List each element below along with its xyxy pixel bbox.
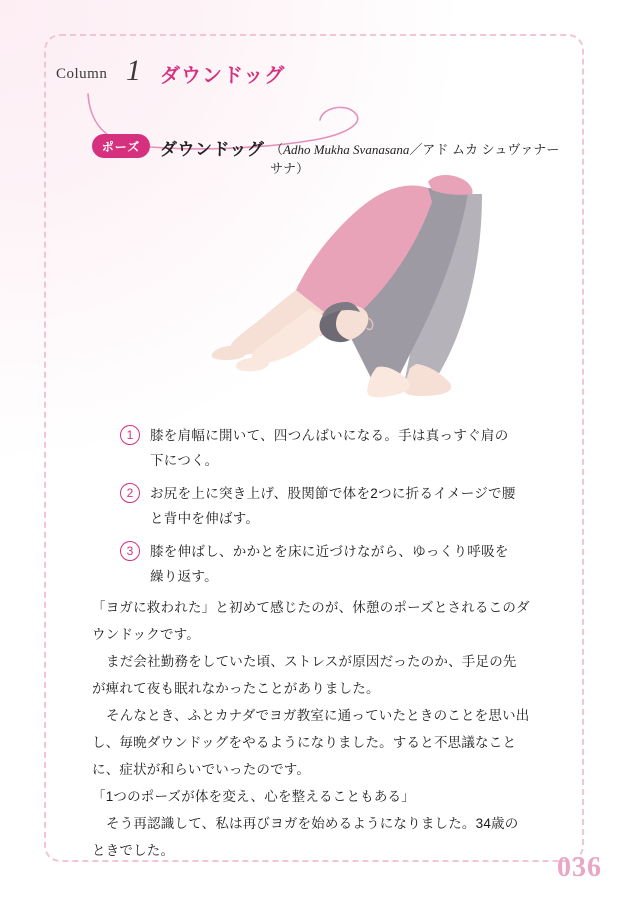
column-number: 1 bbox=[126, 54, 141, 87]
pose-badge: ポーズ bbox=[92, 134, 150, 158]
body-copy bbox=[92, 594, 530, 864]
downward-dog-illustration bbox=[110, 168, 520, 410]
pose-alt-separator: ／ bbox=[409, 142, 423, 157]
list-item bbox=[120, 540, 520, 590]
paragraph: そう再認識して、私は再びヨガを始めるようになりました。34歳のときでした。 bbox=[92, 816, 519, 858]
step-text: お尻を上に突き上げ、股関節で体を2つに折るイメージで腰と背中を伸ばす。 bbox=[150, 485, 516, 526]
step-number: 2 bbox=[120, 483, 140, 503]
paragraph: 「1つのポーズが体を変え、心を整えることもある」 bbox=[92, 789, 415, 804]
step-number: 3 bbox=[120, 541, 140, 561]
step-text: 膝を伸ばし、かかとを床に近づけながら、ゆっくり呼吸を繰り返す。 bbox=[150, 543, 509, 584]
pose-alt-close: ） bbox=[296, 161, 310, 176]
list-item bbox=[120, 424, 520, 474]
paragraph: 「ヨガに救われた」と初めて感じたのが、休憩のポーズとされるこのダウンドックです。 bbox=[92, 600, 530, 642]
column-label: Column bbox=[56, 66, 108, 82]
pose-alt-open: （ bbox=[270, 142, 284, 157]
pose-heading-row bbox=[92, 134, 562, 176]
step-number: 1 bbox=[120, 425, 140, 445]
column-header bbox=[56, 56, 506, 104]
pose-alt-kana: アド ムカ シュヴァナーサナ bbox=[270, 142, 560, 176]
pose-alt-latin: Adho Mukha Svanasana bbox=[283, 142, 410, 157]
page-title: ダウンドッグ bbox=[160, 65, 286, 87]
page-number: 036 bbox=[557, 852, 602, 883]
paragraph: そんなとき、ふとカナダでヨガ教室に通っていたときのことを思い出し、毎晩ダウンドッグをやるようになりました。すると不思議なことに、症状が和らいでいったのです。 bbox=[92, 708, 530, 777]
paragraph: まだ会社勤務をしていた頃、ストレスが原因だったのか、手足の先が痺れて夜も眠れなかったことがありました。 bbox=[92, 654, 517, 696]
pose-name: ダウンドッグ bbox=[160, 140, 265, 159]
step-text: 膝を肩幅に開いて、四つんばいになる。手は真っすぐ肩の下につく。 bbox=[150, 428, 509, 468]
list-item bbox=[120, 482, 520, 532]
step-list bbox=[120, 424, 520, 598]
